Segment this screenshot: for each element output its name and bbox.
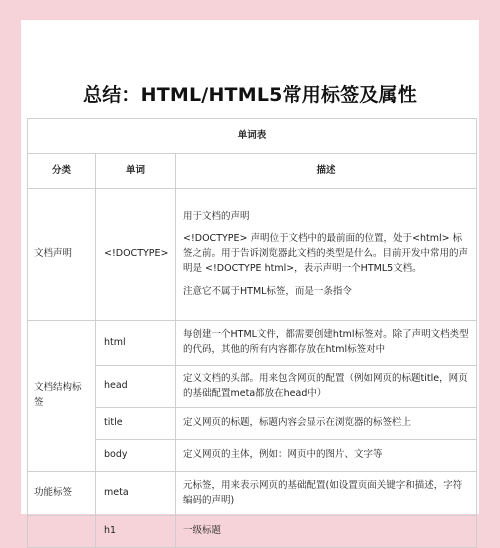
cell-category: 文档结构标签 — [28, 321, 96, 472]
cell-description: 定义网页的标题，标题内容会显示在浏览器的标签栏上 — [176, 408, 477, 440]
desc-line: 注意它不属于HTML标签，而是一条指令 — [183, 285, 352, 297]
table-row — [28, 366, 477, 408]
cell-description — [176, 189, 477, 321]
cell-description: 元标签，用来表示网页的基础配置(如设置页面关键字和描述，字符编码的声明) — [176, 472, 477, 516]
cell-word: html — [96, 321, 176, 366]
table-row — [28, 189, 477, 321]
cell-category — [28, 516, 96, 548]
table-row — [28, 516, 477, 548]
cell-category: 文档声明 — [28, 189, 96, 321]
cell-description: 每创建一个HTML文件，都需要创建html标签对。除了声明文档类型的代码，其他的所有内容都存放在html标签对中 — [176, 321, 477, 366]
cell-word: head — [96, 366, 176, 408]
cell-description: 定义网页的主体，例如：网页中的图片、文字等 — [176, 440, 477, 472]
cell-word: title — [96, 408, 176, 440]
cell-description: 一级标题 — [176, 516, 477, 548]
table-caption: 单词表 — [28, 119, 477, 154]
table-row — [28, 472, 477, 516]
cell-word: h1 — [96, 516, 176, 548]
desc-line: 用于文档的声明 — [183, 210, 250, 222]
table-row — [28, 408, 477, 440]
table-caption-row — [28, 119, 477, 154]
document-card — [21, 20, 479, 537]
page-title: 总结：HTML/HTML5常用标签及属性 — [83, 84, 417, 106]
desc-line: <!DOCTYPE> 声明位于文档中的最前面的位置，处于<html> 标签之前。用于告诉浏览器此文档的类型是什么。目前开发中常用的声明是 <!DOCTYPE html>，表示声明一个HTML5文档。 — [183, 233, 469, 274]
header-category: 分类 — [28, 154, 96, 189]
cell-word: <!DOCTYPE> — [96, 189, 176, 321]
table-row — [28, 440, 477, 472]
word-table — [27, 118, 477, 548]
cell-category: 功能标签 — [28, 472, 96, 516]
header-description: 描述 — [176, 154, 477, 189]
table-row — [28, 321, 477, 366]
header-word: 单词 — [96, 154, 176, 189]
cell-description: 定义文档的头部。用来包含网页的配置（例如网页的标题title，网页的基础配置meta都放在head中） — [176, 366, 477, 408]
cell-word: body — [96, 440, 176, 472]
table-header-row — [28, 154, 477, 189]
cell-word: meta — [96, 472, 176, 516]
